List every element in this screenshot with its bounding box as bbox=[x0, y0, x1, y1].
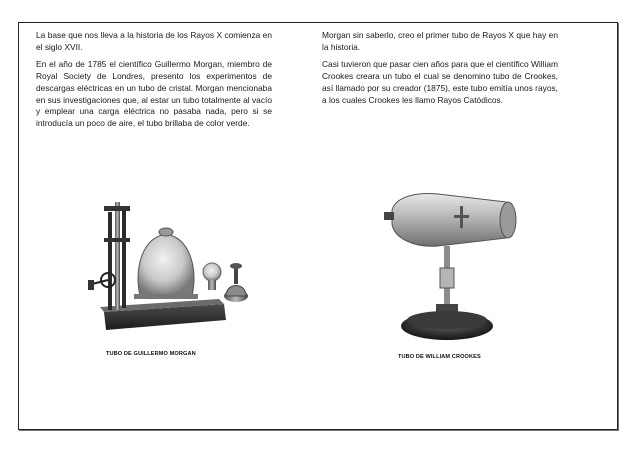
left-paragraph-1: La base que nos lleva a la historia de los Rayos X comienza en el siglo XVII. bbox=[36, 30, 272, 52]
left-paragraph-2: En el año de 1785 el científico Guillermo Morgan, miembro de Royal Society de Londres, presento los experimentos de descargas eléctricas en un tubo de cristal. Morgan mencionaba en sus investigaciones que, al estar un tubo totalmente al vacío y emplear una carga eléctrica no pasaba nada, pero si se introducía un poco de aire, el tubo brillaba de color verde. bbox=[36, 59, 272, 128]
morgan-tube-image bbox=[74, 172, 254, 352]
morgan-caption: TUBO DE GUILLERMO MORGAN bbox=[106, 351, 196, 357]
crookes-tube-image bbox=[378, 180, 526, 350]
right-text-column bbox=[322, 30, 558, 112]
right-paragraph-1: Morgan sin saberlo, creo el primer tubo de Rayos X que hay en la historia. bbox=[322, 30, 558, 52]
right-paragraph-2: Casi tuvieron que pasar cien años para que el científico William Crookes creara un tubo el cual se denomino tubo de Crookes, así llamado por su creador (1875), este tubo emitía unos rayos, a los cuales Crookes les llamo Rayos Catódicos. bbox=[322, 59, 558, 105]
crookes-caption: TUBO DE WILLIAM CROOKES bbox=[398, 354, 481, 360]
left-text-column bbox=[36, 30, 272, 136]
